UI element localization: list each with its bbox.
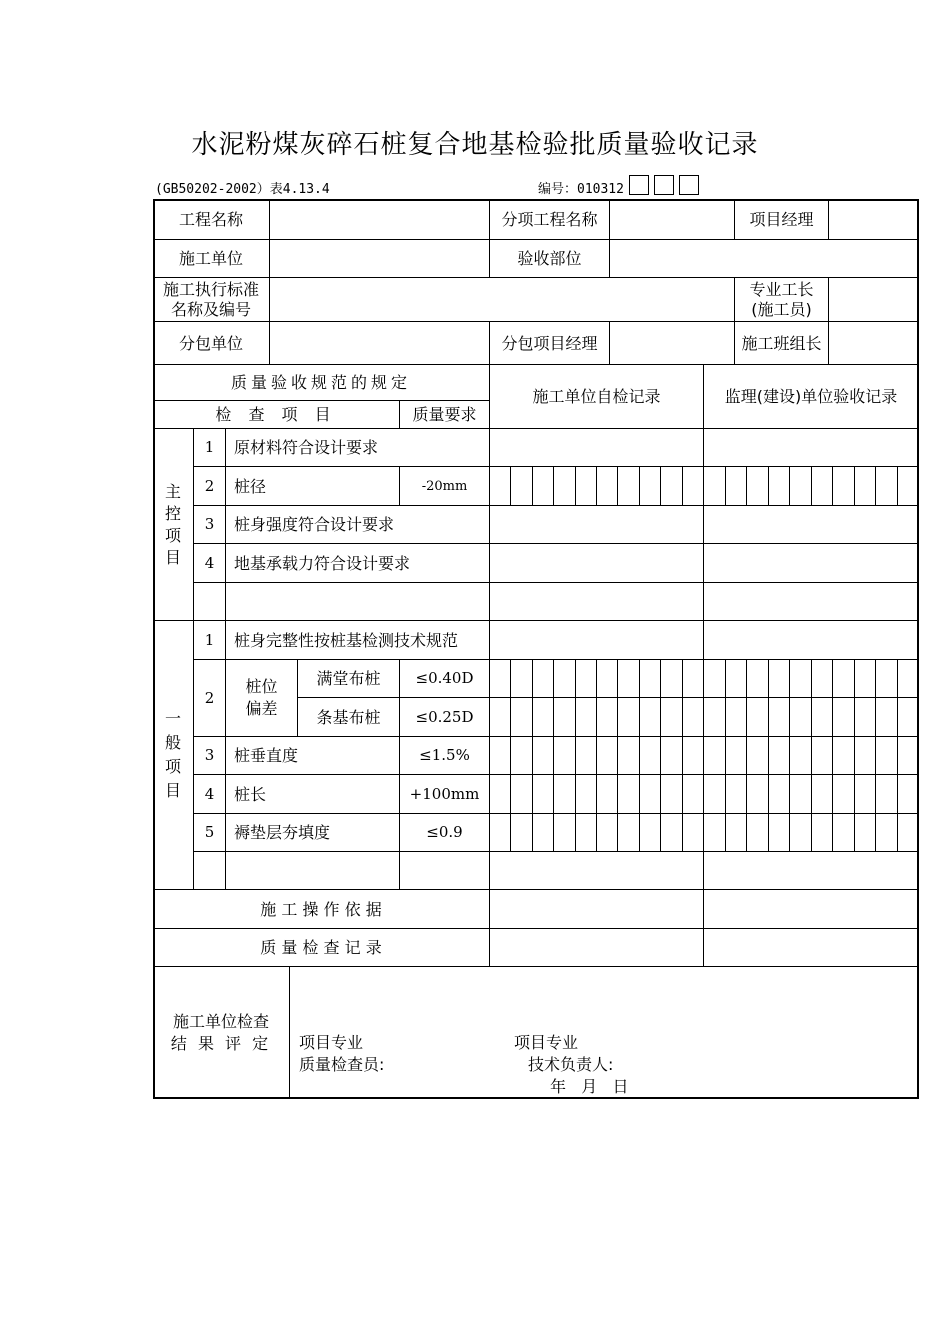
general-char-4: 目 <box>164 781 181 800</box>
label-project-name: 工程名称 <box>153 199 270 240</box>
general-item-2a-name: 满堂布桩 <box>298 660 400 698</box>
input-subcontract-unit[interactable] <box>270 322 490 365</box>
general-empty-req[interactable] <box>400 852 490 890</box>
main-item-2-req: -20mm <box>400 467 490 506</box>
input-operation-basis-self[interactable] <box>490 890 704 929</box>
general-item-5-sup-grid[interactable] <box>704 814 919 852</box>
eval-date: 年 月 日 <box>550 1077 629 1096</box>
inspection-form-table <box>153 199 919 1099</box>
general-empty-self-check[interactable] <box>490 852 704 890</box>
general-item-5-req: ≤0.9 <box>400 814 490 852</box>
frame-bottom <box>153 1097 919 1099</box>
main-control-char-4: 目 <box>164 547 181 567</box>
serial-number <box>538 175 699 197</box>
general-item-5-name: 褥垫层夯填度 <box>226 814 400 852</box>
frame-right <box>917 199 919 1099</box>
frame-left <box>153 199 155 1099</box>
main-item-1-name: 原材料符合设计要求 <box>226 429 490 467</box>
general-empty-no[interactable] <box>194 852 226 890</box>
tech-signature <box>514 1032 629 1098</box>
main-empty-name[interactable] <box>226 583 490 621</box>
main-item-2-no: 2 <box>194 467 226 506</box>
main-item-1-self-check[interactable] <box>490 429 704 467</box>
main-item-4-self-check[interactable] <box>490 544 704 583</box>
column-supervision: 监理(建设)单位验收记录 <box>704 365 919 429</box>
general-item-1-self-check[interactable] <box>490 621 704 660</box>
general-item-3-self-grid[interactable] <box>490 737 704 775</box>
tech-line1: 项目专业 <box>514 1033 579 1052</box>
input-team-leader[interactable] <box>829 322 919 365</box>
label-project-manager: 项目经理 <box>735 199 829 240</box>
general-item-2a-sup-grid[interactable] <box>704 660 919 698</box>
main-item-2-name: 桩径 <box>226 467 400 506</box>
general-item-2-name <box>226 660 298 737</box>
serial-label: 编号：010312 <box>538 182 624 197</box>
column-spec: 质量验收规范的规定 <box>153 365 490 401</box>
page-title: 水泥粉煤灰碎石桩复合地基检验批质量验收记录 <box>191 130 759 160</box>
label-team-leader: 施工班组长 <box>735 322 829 365</box>
frame-top <box>153 199 919 201</box>
label-acceptance-part: 验收部位 <box>490 240 610 278</box>
column-double-rule <box>703 365 704 967</box>
general-char-1: 一 <box>164 709 181 728</box>
general-item-5-self-grid[interactable] <box>490 814 704 852</box>
label-standard-line2: 名称及编号 <box>170 299 251 319</box>
input-construction-unit[interactable] <box>270 240 490 278</box>
label-standard-line1: 施工执行标准 <box>162 279 259 299</box>
general-empty-supervision[interactable] <box>704 852 919 890</box>
main-item-1-supervision[interactable] <box>704 429 919 467</box>
group-general <box>153 621 194 890</box>
main-empty-no[interactable] <box>194 583 226 621</box>
general-empty-name[interactable] <box>226 852 400 890</box>
main-item-4-supervision[interactable] <box>704 544 919 583</box>
general-char-3: 项 <box>164 757 181 776</box>
input-subcontract-manager[interactable] <box>610 322 735 365</box>
general-item-2a-req: ≤0.40D <box>400 660 490 698</box>
column-requirement: 质量要求 <box>400 401 490 429</box>
general-item-3-name: 桩垂直度 <box>226 737 400 775</box>
general-item-4-no: 4 <box>194 775 226 814</box>
label-operation-basis: 施 工 操 作 依 据 <box>153 890 490 929</box>
general-item-4-name: 桩长 <box>226 775 400 814</box>
general-char-2: 般 <box>164 733 181 752</box>
input-project-name[interactable] <box>270 199 490 240</box>
tech-line2: 技术负责人: <box>528 1055 614 1074</box>
input-sub-project-name[interactable] <box>610 199 735 240</box>
label-foreman-line2: (施工员) <box>751 299 812 319</box>
input-standard[interactable] <box>270 278 735 322</box>
main-item-3-self-check[interactable] <box>490 506 704 544</box>
main-control-char-2: 控 <box>164 503 181 523</box>
main-item-3-name: 桩身强度符合设计要求 <box>226 506 490 544</box>
input-foreman[interactable] <box>829 278 919 322</box>
main-item-4-no: 4 <box>194 544 226 583</box>
general-item-2b-self-grid[interactable] <box>490 698 704 737</box>
general-item-4-sup-grid[interactable] <box>704 775 919 814</box>
main-item-2-self-grid[interactable] <box>490 467 704 506</box>
label-quality-record: 质 量 检 查 记 录 <box>153 929 490 967</box>
general-item-3-no: 3 <box>194 737 226 775</box>
eval-line1: 施工单位检查 <box>172 1011 269 1031</box>
input-project-manager[interactable] <box>829 199 919 240</box>
general-item-2b-req: ≤0.25D <box>400 698 490 737</box>
main-item-3-supervision[interactable] <box>704 506 919 544</box>
label-foreman-line1: 专业工长 <box>749 279 814 299</box>
label-sub-project-name: 分项工程名称 <box>490 199 610 240</box>
eval-line2: 结 果 评 定 <box>170 1033 272 1053</box>
main-empty-self-check[interactable] <box>490 583 704 621</box>
label-standard <box>153 278 270 322</box>
main-control-char-3: 项 <box>164 525 181 545</box>
main-empty-supervision[interactable] <box>704 583 919 621</box>
general-item-4-req: +100mm <box>400 775 490 814</box>
column-self-check: 施工单位自检记录 <box>490 365 704 429</box>
group-main-control <box>153 429 194 621</box>
main-item-3-no: 3 <box>194 506 226 544</box>
serial-box-2[interactable] <box>654 175 674 195</box>
inspector-line2: 质量检查员: <box>299 1055 385 1074</box>
column-items: 检 查 项 目 <box>153 401 400 429</box>
label-foreman <box>735 278 829 322</box>
general-item-4-self-grid[interactable] <box>490 775 704 814</box>
general-item-1-supervision[interactable] <box>704 621 919 660</box>
general-item-2-no: 2 <box>194 660 226 737</box>
general-item-3-sup-grid[interactable] <box>704 737 919 775</box>
general-item-5-no: 5 <box>194 814 226 852</box>
label-evaluation <box>153 967 290 1099</box>
general-item-2b-name: 条基布桩 <box>298 698 400 737</box>
general-item-2b-sup-grid[interactable] <box>704 698 919 737</box>
general-item-1-name: 桩身完整性按桩基检测技术规范 <box>226 621 490 660</box>
serial-box-1[interactable] <box>629 175 649 195</box>
general-item-1-no: 1 <box>194 621 226 660</box>
label-construction-unit: 施工单位 <box>153 240 270 278</box>
input-acceptance-part[interactable] <box>610 240 919 278</box>
main-item-2-sup-grid[interactable] <box>704 467 919 506</box>
main-control-char-1: 主 <box>164 481 181 501</box>
input-operation-basis-sup[interactable] <box>704 890 919 929</box>
general-item-3-req: ≤1.5% <box>400 737 490 775</box>
label-subcontract-unit: 分包单位 <box>153 322 270 365</box>
pile-deviation-line1: 桩位 <box>245 677 278 696</box>
input-quality-record-sup[interactable] <box>704 929 919 967</box>
main-item-4-name: 地基承载力符合设计要求 <box>226 544 490 583</box>
pile-deviation-line2: 偏差 <box>245 699 278 718</box>
input-quality-record-self[interactable] <box>490 929 704 967</box>
inspector-signature <box>299 1032 384 1076</box>
label-subcontract-manager: 分包项目经理 <box>490 322 610 365</box>
serial-box-3[interactable] <box>679 175 699 195</box>
inspector-line1: 项目专业 <box>299 1033 364 1052</box>
standard-reference: (GB50202-2002）表4.13.4 <box>155 182 330 197</box>
general-item-2a-self-grid[interactable] <box>490 660 704 698</box>
main-item-1-no: 1 <box>194 429 226 467</box>
